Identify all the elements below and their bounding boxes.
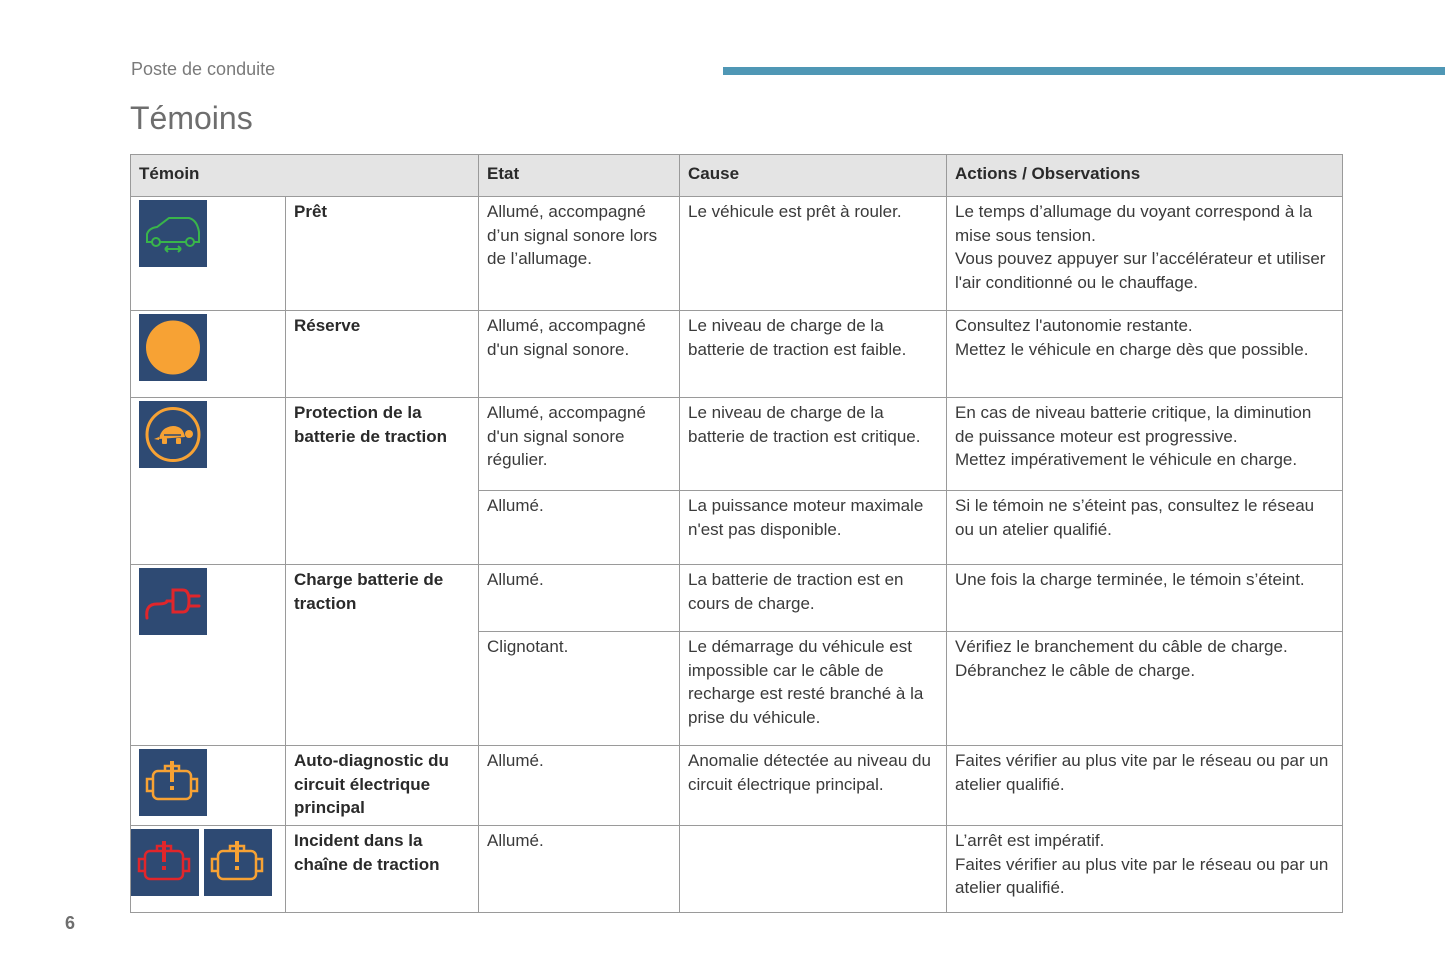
table-row [131,398,1343,491]
etat-cell: Allumé, accompagné d’un signal sonore lors de l’allumage. [479,197,680,311]
turtle-icon [139,401,207,468]
action-line: Faites vérifier au plus vite par le réseau ou par un atelier qualifié. [955,854,1329,897]
warning-name: Incident dans la chaîne de traction [286,826,479,913]
header-temoin: Témoin [131,155,479,197]
actions-cell [947,398,1343,491]
car-ready-icon [139,200,207,267]
page-number: 6 [65,913,76,933]
actions-cell [947,197,1343,311]
cause-cell: Anomalie détectée au niveau du circuit électrique principal. [680,746,947,826]
action-line: Le temps d’allumage du voyant correspond à la mise sous tension. [955,202,1313,245]
table-row [131,826,1343,913]
page-title: Témoins [130,100,253,136]
warning-name: Auto-diagnostic du circuit électrique principal [286,746,479,826]
table-row [131,746,1343,826]
etat-cell: Allumé, accompagné d'un signal sonore. [479,311,680,398]
warning-name: Protection de la batterie de traction [286,398,479,565]
action-line: En cas de niveau batterie critique, la diminution de puissance moteur est progressive. [955,403,1312,446]
action-line: L’arrêt est impératif. [955,831,1105,850]
header-actions: Actions / Observations [947,155,1343,197]
etat-cell: Allumé. [479,491,680,565]
motor-warning-red-icon [131,829,199,896]
cause-cell: Le démarrage du véhicule est impossible car le câble de recharge est resté branché à la prise du véhicule. [680,632,947,746]
table-row [131,311,1343,398]
action-line: Vous pouvez appuyer sur l’accélérateur et utiliser l'air conditionné ou le chauffage. [955,249,1326,292]
etat-cell: Allumé. [479,565,680,632]
etat-cell: Clignotant. [479,632,680,746]
cause-cell: La batterie de traction est en cours de charge. [680,565,947,632]
icon-cell [131,746,286,826]
cause-cell: La puissance moteur maximale n'est pas disponible. [680,491,947,565]
actions-cell [947,491,1343,565]
cause-cell: Le véhicule est prêt à rouler. [680,197,947,311]
action-line: Vérifiez le branchement du câble de charge. [955,637,1288,656]
actions-cell [947,311,1343,398]
motor-warning-orange-icon [204,829,272,896]
cause-cell [680,826,947,913]
table-row [131,197,1343,311]
motor-warning-orange-icon [139,749,207,816]
action-line: Faites vérifier au plus vite par le réseau ou par un atelier qualifié. [955,751,1329,794]
warning-name: Charge batterie de traction [286,565,479,746]
icon-cell [131,565,286,746]
icon-cell [131,197,286,311]
actions-cell [947,746,1343,826]
action-line: Consultez l'autonomie restante. [955,316,1193,335]
header-accent-bar [723,67,1445,75]
cause-cell: Le niveau de charge de la batterie de traction est critique. [680,398,947,491]
etat-cell: Allumé. [479,826,680,913]
table-header-row [131,155,1343,197]
actions-cell [947,826,1343,913]
etat-cell: Allumé. [479,746,680,826]
icon-cell [131,398,286,565]
header-etat: Etat [479,155,680,197]
cause-cell: Le niveau de charge de la batterie de traction est faible. [680,311,947,398]
reserve-circle-icon [139,314,207,381]
warning-lights-table [130,154,1343,913]
actions-cell [947,565,1343,632]
table-row [131,565,1343,632]
section-label: Poste de conduite [131,59,276,79]
action-line: Mettez le véhicule en charge dès que possible. [955,339,1309,359]
icon-cell [131,826,286,913]
warning-name: Prêt [286,197,479,311]
actions-cell [947,632,1343,746]
warning-name: Réserve [286,311,479,398]
action-line: Débranchez le câble de charge. [955,660,1196,680]
etat-cell: Allumé, accompagné d'un signal sonore régulier. [479,398,680,491]
charging-plug-icon [139,568,207,635]
icon-cell [131,311,286,398]
action-line: Mettez impérativement le véhicule en charge. [955,450,1298,469]
action-line: Si le témoin ne s’éteint pas, consultez le réseau ou un atelier qualifié. [955,496,1315,539]
header-cause: Cause [680,155,947,197]
action-line: Une fois la charge terminée, le témoin s’éteint. [955,570,1305,589]
